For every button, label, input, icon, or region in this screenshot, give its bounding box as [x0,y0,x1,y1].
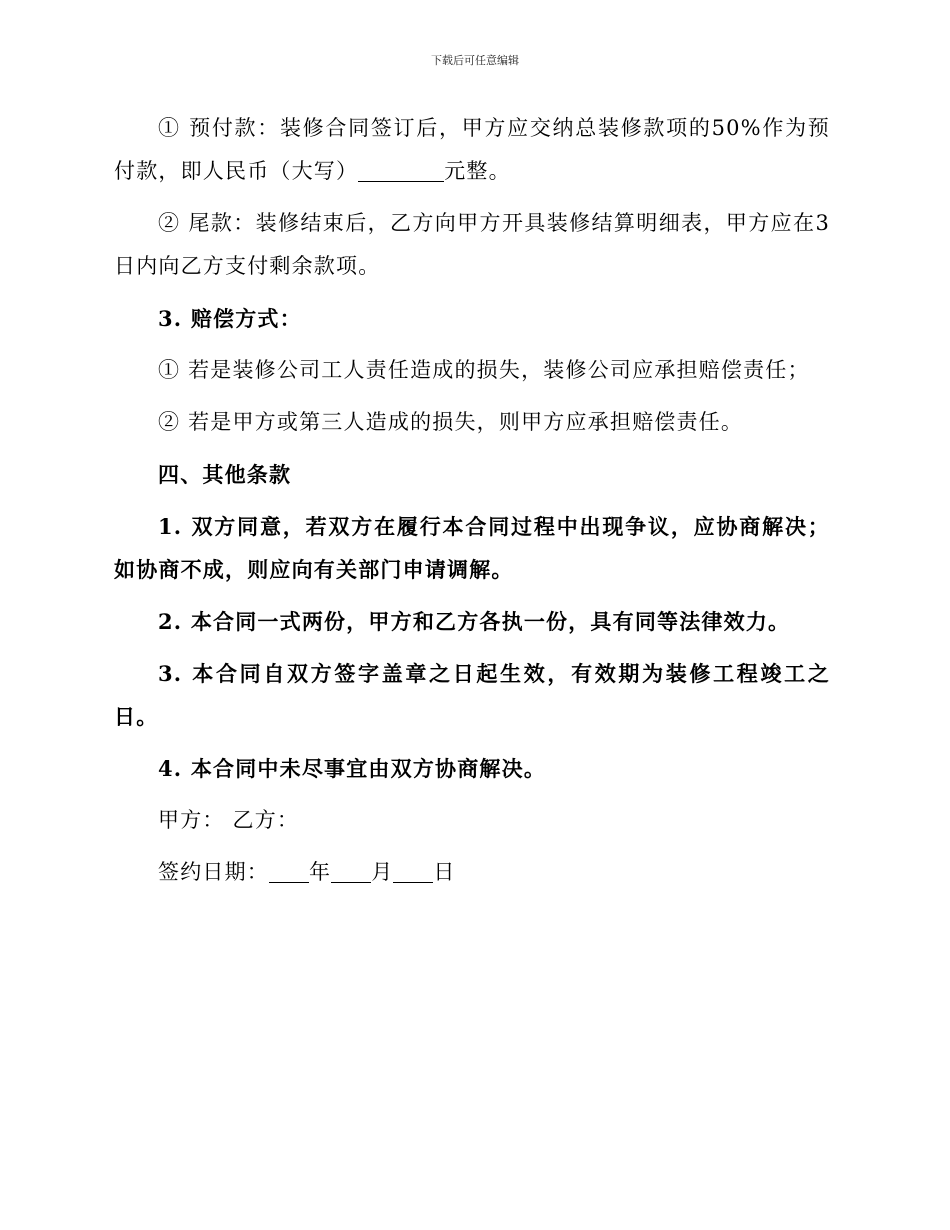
prepayment-suffix: 元整。 [444,159,511,183]
document-body [114,107,830,903]
clause-2: 2. 本合同一式两份，甲方和乙方各执一份，具有同等法律效力。 [158,609,791,634]
signature-parties [114,799,830,842]
month-blank [331,858,371,883]
amount-blank [358,157,444,182]
party-a-label: 甲方： [158,808,225,832]
prepayment-text: ① 预付款：装修合同签订后，甲方应交纳总装修款项的50%作为预付款，即人民币（大写） [114,116,830,183]
year-label: 年 [309,860,332,884]
section-four-heading: 四、其他条款 [158,462,292,487]
signature-date [114,851,830,894]
day-label: 日 [433,860,456,884]
compensation-item-1: ① 若是装修公司工人责任造成的损失，装修公司应承担赔偿责任； [158,358,810,382]
compensation-item-2: ② 若是甲方或第三人造成的损失，则甲方应承担赔偿责任。 [158,410,744,434]
clause-4: 4. 本合同中未尽事宜由双方协商解决。 [158,756,547,781]
final-payment-paragraph: ② 尾款：装修结束后，乙方向甲方开具装修结算明细表，甲方应在3日内向乙方支付剩余款项。 [114,211,830,278]
prepayment-paragraph [114,107,830,193]
date-label: 签约日期： [158,860,269,884]
party-b-label: 乙方： [232,808,300,832]
clause-1: 1. 双方同意，若双方在履行本合同过程中出现争议，应协商解决；如协商不成，则应向有关部门申请调解。 [114,514,830,582]
year-blank [269,858,309,883]
clause-3: 3. 本合同自双方签字盖章之日起生效，有效期为装修工程竣工之日。 [114,661,830,729]
compensation-heading: 3. 赔偿方式： [158,306,302,331]
page-header: 下载后可任意编辑 [431,54,519,67]
day-blank [393,858,433,883]
month-label: 月 [371,860,394,884]
